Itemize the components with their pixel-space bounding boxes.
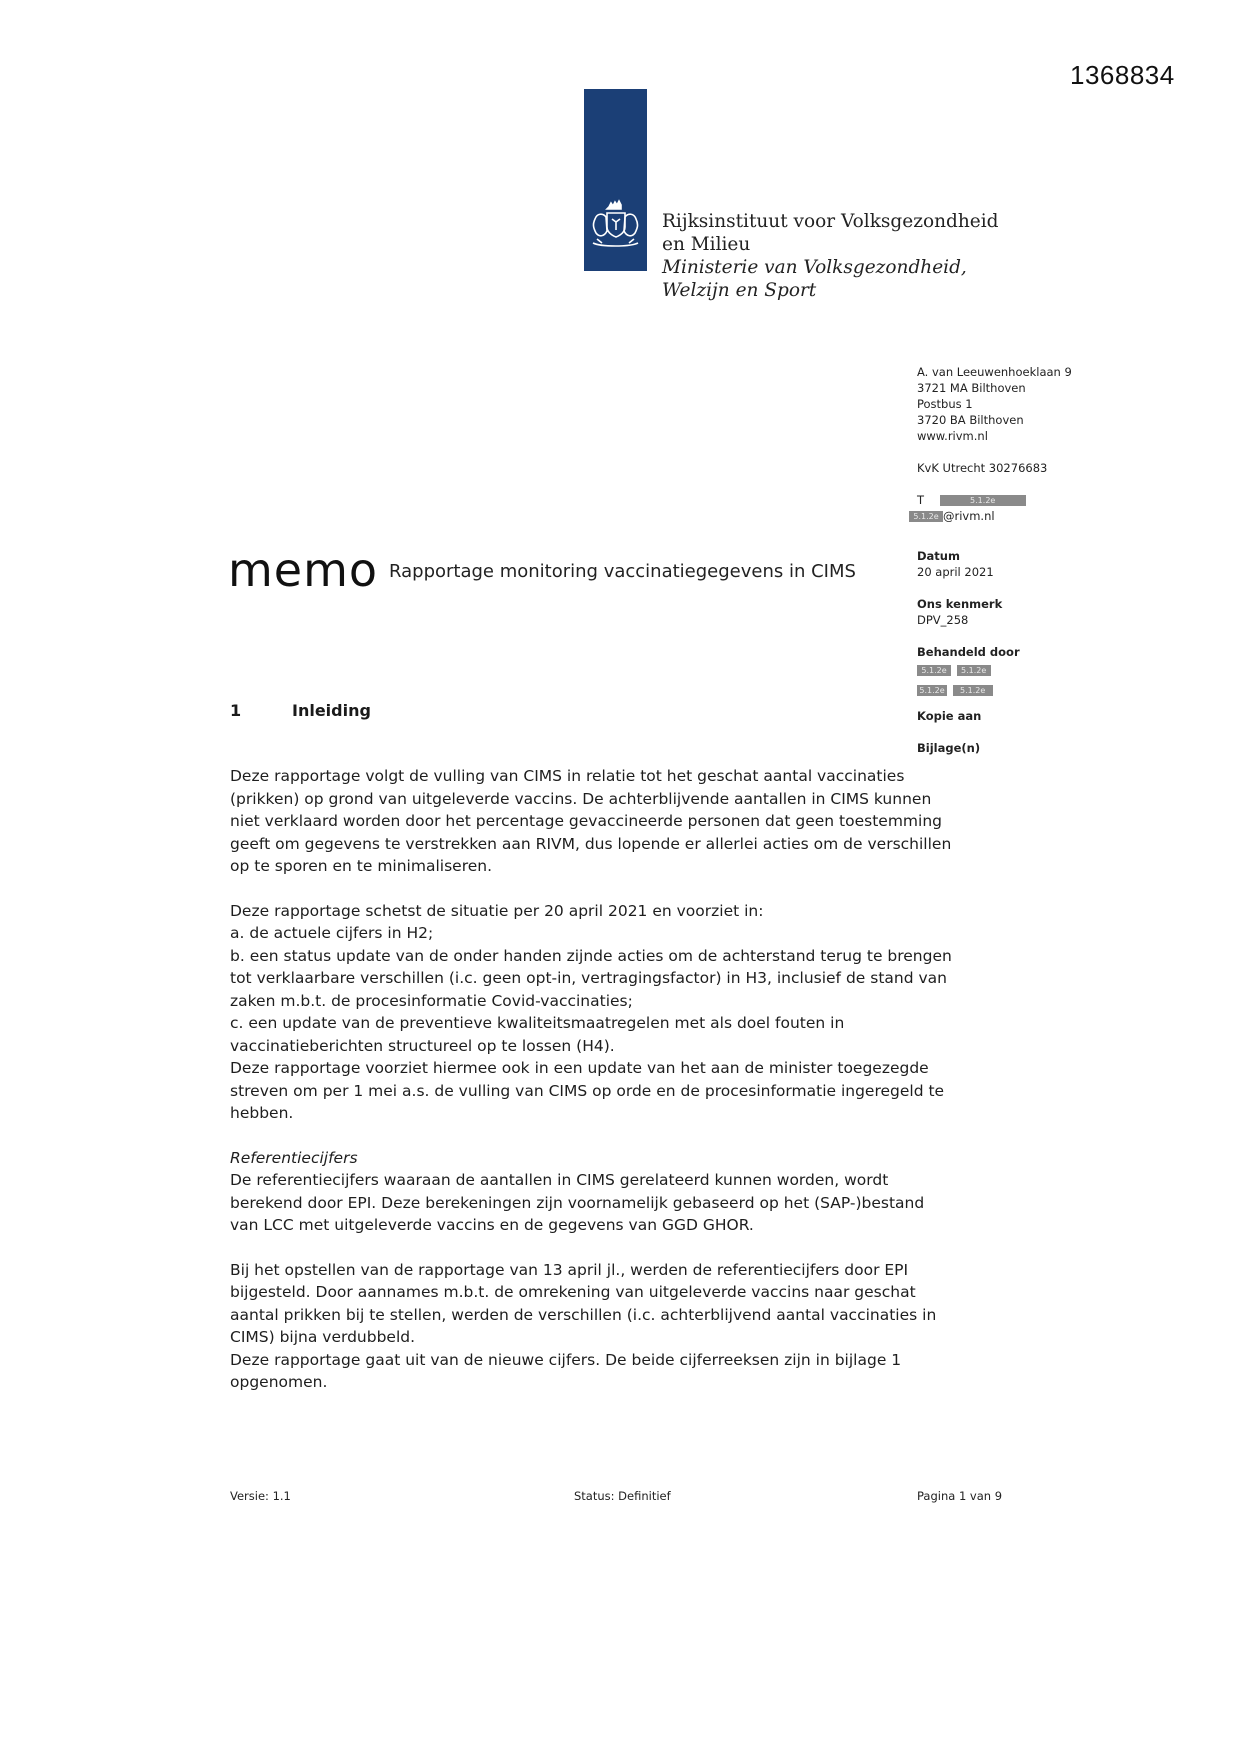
- meta-attachments: [917, 740, 980, 756]
- text-line: vaccinatieberichten structureel op te lossen (H4).: [230, 1036, 615, 1055]
- text-line: c. een update van de preventieve kwaliteitsmaatregelen met als doel fouten in: [230, 1014, 845, 1032]
- text-line: van LCC met uitgeleverde vaccins en de gegevens van GGD GHOR.: [230, 1216, 754, 1234]
- text-line: geeft om gegevens te verstrekken aan RIVM, dus lopende er allerlei acties om de verschillen: [230, 834, 952, 853]
- text-line: Bij het opstellen van de rapportage van 13 april jl., werden de referentiecijfers door EPI: [230, 1260, 909, 1279]
- paragraph-intro: [230, 765, 990, 878]
- meta-handled-by: [917, 644, 1020, 698]
- text-line: tot verklaarbare verschillen (i.c. geen opt-in, vertragingsfactor) in H3, inclusief de stand van: [230, 969, 947, 987]
- text-line: De referentiecijfers waaraan de aantallen in CIMS gerelateerd kunnen worden, wordt: [230, 1171, 889, 1189]
- ministry-line-2: Welzijn en Sport: [662, 280, 817, 301]
- email-suffix: @rivm.nl: [943, 509, 995, 523]
- memo-label: memo: [228, 543, 379, 597]
- text-line: Deze rapportage schetst de situatie per 20 april 2021 en voorziet in:: [230, 901, 764, 920]
- address-street: A. van Leeuwenhoeklaan 9: [917, 365, 1072, 379]
- text-line: bijgesteld. Door aannames m.b.t. de omrekening van uitgeleverde vaccins naar geschat: [230, 1283, 916, 1301]
- address-kvk: KvK Utrecht 30276683: [917, 461, 1048, 475]
- section-title: Inleiding: [292, 701, 371, 720]
- text-line: b. een status update van de onder handen zijnde acties om de achterstand terug te brengen: [230, 946, 952, 965]
- paragraph-reference-figures: [230, 1169, 990, 1237]
- text-line: niet verklaard worden door het percentage gevaccineerde personen dat geen toestemming: [230, 812, 942, 830]
- meta-reference: [917, 596, 1002, 628]
- text-line: aantal prikken bij te stellen, werden de verschillen (i.c. achterblijvend aantal vaccinaties in: [230, 1305, 937, 1324]
- meta-date: [917, 548, 994, 580]
- address-website: www.rivm.nl: [917, 429, 988, 443]
- organisation-name: [662, 210, 998, 302]
- date-label: Datum: [917, 549, 960, 563]
- text-line: zaken m.b.t. de procesinformatie Covid-vaccinaties;: [230, 991, 633, 1010]
- text-line: (prikken) op grond van uitgeleverde vaccins. De achterblijvende aantallen in CIMS kunnen: [230, 789, 932, 808]
- text-line: Deze rapportage voorziet hiermee ook in een update van het aan de minister toegezegde: [230, 1059, 929, 1077]
- handled-by-label: Behandeld door: [917, 645, 1020, 659]
- text-line: Deze rapportage gaat uit van de nieuwe cijfers. De beide cijferreeksen zijn in bijlage 1: [230, 1350, 902, 1369]
- address-postbus-city: 3720 BA Bilthoven: [917, 413, 1024, 427]
- meta-copy-to: [917, 708, 981, 724]
- text-line: hebben.: [230, 1104, 294, 1122]
- text-line: op te sporen en te minimaliseren.: [230, 857, 493, 875]
- logo-bar: [584, 89, 647, 271]
- address-phone-row: [917, 492, 1072, 508]
- memo-title: Rapportage monitoring vaccinatiegegevens in CIMS: [389, 561, 856, 582]
- address-postbus: Postbus 1: [917, 397, 973, 411]
- text-line: opgenomen.: [230, 1373, 328, 1391]
- text-line: berekend door EPI. Deze berekeningen zijn voornamelijk gebaseerd op het (SAP-)bestand: [230, 1193, 925, 1212]
- date-value: 20 april 2021: [917, 565, 994, 579]
- sub-heading-referentiecijfers: Referentiecijfers: [230, 1148, 358, 1167]
- coat-of-arms-icon: [587, 199, 644, 251]
- attachments-label: Bijlage(n): [917, 741, 981, 755]
- memo-body: [230, 765, 990, 1394]
- phone-label: T: [917, 493, 925, 507]
- text-line: Deze rapportage volgt de vulling van CIMS in relatie tot het geschat aantal vaccinaties: [230, 767, 905, 785]
- footer-status: Status: Definitief: [574, 1489, 671, 1503]
- paragraph-adjustment: [230, 1259, 990, 1394]
- redaction-box: 5.1.2e: [953, 685, 993, 696]
- document-number: 1368834: [1070, 60, 1175, 90]
- ministry-line-1: Ministerie van Volksgezondheid,: [662, 257, 967, 278]
- address-postcode: 3721 MA Bilthoven: [917, 381, 1026, 395]
- redaction-box: 5.1.2e: [909, 511, 943, 522]
- address-email-row: [909, 508, 1072, 524]
- redaction-box: 5.1.2e: [917, 665, 951, 676]
- reference-value: DPV_258: [917, 613, 969, 627]
- footer-version: Versie: 1.1: [230, 1489, 291, 1503]
- redaction-box: 5.1.2e: [940, 495, 1026, 506]
- org-line-1: Rijksinstituut voor Volksgezondheid: [662, 211, 999, 232]
- copy-to-label: Kopie aan: [917, 709, 982, 723]
- address-block: [913, 364, 1072, 524]
- footer-page-number: Pagina 1 van 9: [917, 1489, 1003, 1503]
- redaction-box: 5.1.2e: [917, 685, 947, 696]
- text-line: streven om per 1 mei a.s. de vulling van CIMS op orde en de procesinformatie ingeregeld te: [230, 1081, 945, 1100]
- text-line: a. de actuele cijfers in H2;: [230, 924, 434, 942]
- reference-label: Ons kenmerk: [917, 597, 1003, 611]
- org-line-2: en Milieu: [662, 234, 751, 255]
- section-number: 1: [230, 701, 242, 720]
- text-line: CIMS) bijna verdubbeld.: [230, 1328, 416, 1346]
- paragraph-scope: [230, 900, 990, 1125]
- redaction-box: 5.1.2e: [957, 665, 991, 676]
